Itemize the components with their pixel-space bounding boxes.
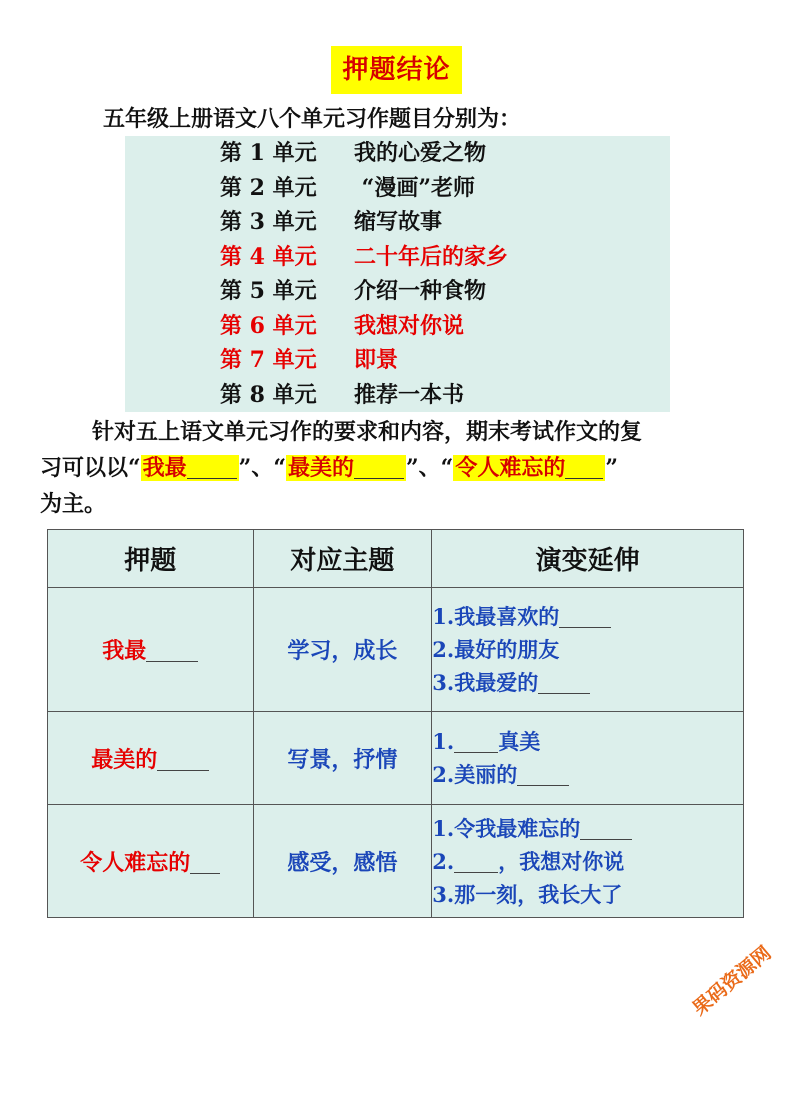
summary-paragraph <box>40 414 760 522</box>
row-topic: 最美的 <box>48 712 254 805</box>
unit-number: 第 4 单元 <box>220 244 317 270</box>
unit-topic: 即景 <box>354 347 399 373</box>
header-theme: 对应主题 <box>253 530 432 588</box>
highlight-topic-2: 最美的 <box>286 455 406 481</box>
header-prediction: 押题 <box>48 530 254 588</box>
row-theme: 写景，抒情 <box>253 712 432 805</box>
unit-row <box>220 205 442 239</box>
unit-number: 第 7 单元 <box>220 347 317 373</box>
unit-row <box>220 343 398 377</box>
unit-number: 第 2 单元 <box>220 175 317 201</box>
row-extensions: 1. 真美 2.美丽的 <box>432 712 744 805</box>
watermark-logo: 果码资源网 <box>688 941 776 1020</box>
table-row <box>48 805 744 918</box>
row-extensions: 1.令我最难忘的 2. ，我想对你说 3.那一刻，我长大了 <box>432 805 744 918</box>
unit-topic: 我想对你说 <box>354 313 465 339</box>
unit-number: 第 1 单元 <box>220 140 317 166</box>
para-line-3: 为主。 <box>40 491 107 517</box>
unit-topic: 二十年后的家乡 <box>354 244 509 270</box>
row-theme: 感受，感悟 <box>253 805 432 918</box>
unit-topic: 我的心爱之物 <box>354 140 487 166</box>
row-extensions: 1.我最喜欢的 2.最好的朋友 3.我最爱的 <box>432 588 744 712</box>
unit-number: 第 6 单元 <box>220 313 317 339</box>
unit-number: 第 8 单元 <box>220 382 317 408</box>
unit-row <box>220 136 486 170</box>
unit-topic: 推荐一本书 <box>354 382 465 408</box>
unit-number: 第 5 单元 <box>220 278 317 304</box>
unit-row <box>220 274 486 308</box>
page-title: 押题结论 <box>331 46 462 94</box>
highlight-topic-1: 我最 <box>141 455 239 481</box>
para-line-2: 习可以以“我最 ”、“最美的 ”、“令人难忘的 ” <box>40 455 618 481</box>
row-theme: 学习，成长 <box>253 588 432 712</box>
unit-row <box>220 240 508 274</box>
unit-row <box>220 171 475 205</box>
table-row <box>48 588 744 712</box>
intro-text: 五年级上册语文八个单元习作题目分别为： <box>103 106 522 132</box>
unit-topic: “漫画”老师 <box>354 175 475 201</box>
table-header-row <box>48 530 744 588</box>
row-topic: 令人难忘的 <box>48 805 254 918</box>
prediction-table <box>47 529 744 918</box>
para-line-1: 针对五上语文单元习作的要求和内容，期末考试作文的复 <box>92 419 643 445</box>
table-row <box>48 712 744 805</box>
unit-row <box>220 378 464 412</box>
header-extension: 演变延伸 <box>432 530 744 588</box>
unit-topic: 缩写故事 <box>354 209 443 235</box>
unit-topic: 介绍一种食物 <box>354 278 487 304</box>
unit-row <box>220 309 464 343</box>
row-topic: 我最 <box>48 588 254 712</box>
highlight-topic-3: 令人难忘的 <box>453 455 605 481</box>
unit-number: 第 3 单元 <box>220 209 317 235</box>
